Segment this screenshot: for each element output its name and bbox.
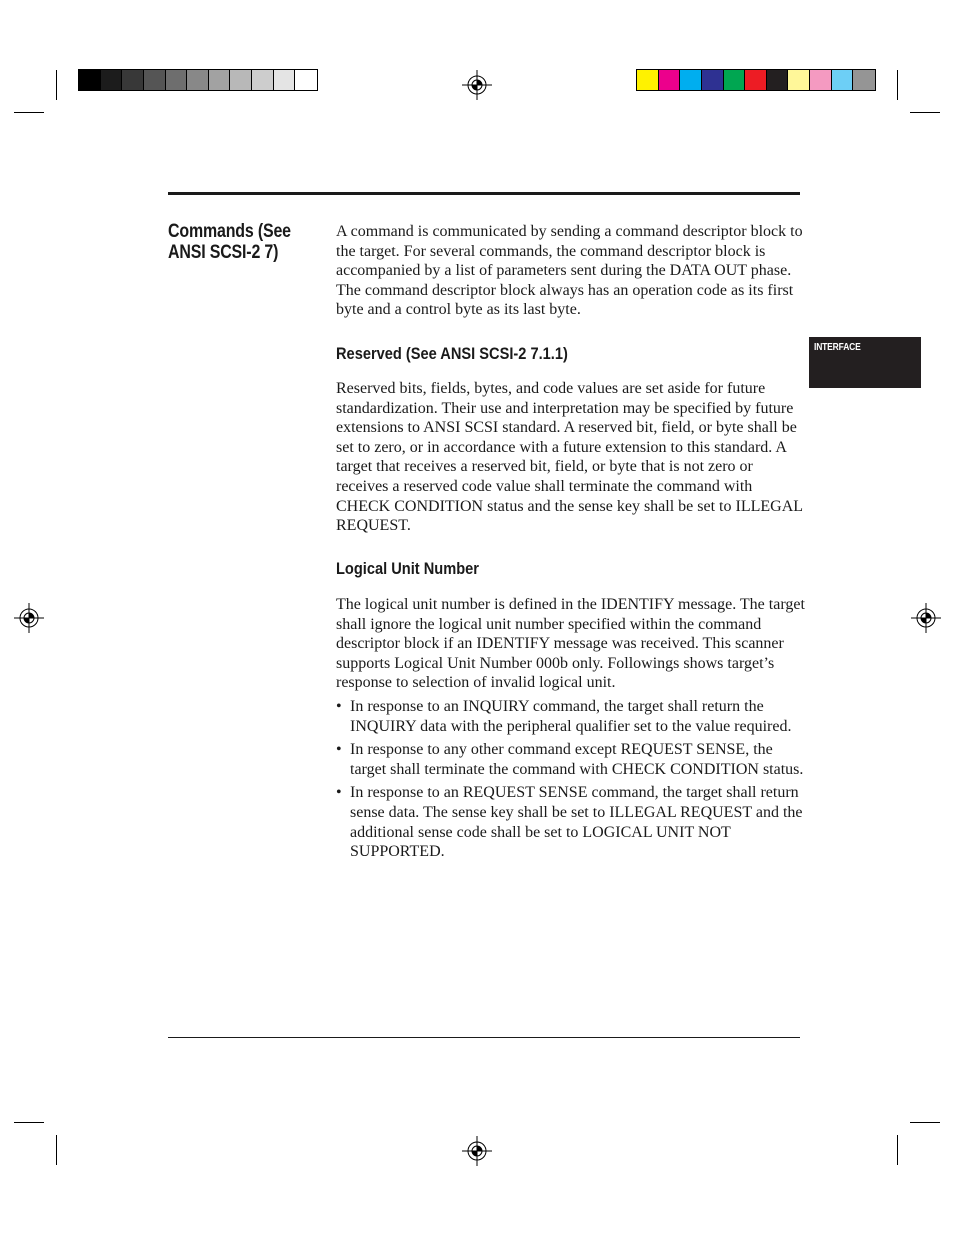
registration-mark-icon xyxy=(462,1136,492,1166)
lun-heading: Logical Unit Number xyxy=(336,559,479,578)
color-swatch xyxy=(144,70,166,90)
color-swatch xyxy=(702,70,724,90)
color-swatch xyxy=(788,70,810,90)
color-swatch xyxy=(680,70,702,90)
crop-mark xyxy=(56,70,57,100)
reserved-heading: Reserved (See ANSI SCSI-2 7.1.1) xyxy=(336,344,568,363)
color-swatch xyxy=(79,70,101,90)
color-swatch xyxy=(810,70,832,90)
registration-mark-icon xyxy=(462,70,492,100)
color-swatch xyxy=(853,70,875,90)
list-item: • In response to any other command except REQUEST SENSE, the target shall terminate the command with CHECK CONDITION status. xyxy=(336,740,806,779)
list-item: • In response to an INQUIRY command, the target shall return the INQUIRY data with the peripheral qualifier set to the value required. xyxy=(336,697,806,736)
color-swatch xyxy=(101,70,123,90)
color-swatch xyxy=(166,70,188,90)
reserved-body: Reserved bits, fields, bytes, and code values are set aside for future standardization. Their use and interpretation may be specified by future extensions to ANSI SCSI standard. A reserved bit, field, or byte shall be set to zero, or in accordance with a future extension to this standard. A target that receives a reserved bit, field, or byte that is not zero or receives a reserved code value shall terminate the command with CHECK CONDITION status and the sense key shall be set to ILLEGAL REQUEST. xyxy=(336,380,803,535)
grayscale-swatch-bar xyxy=(78,69,318,91)
color-swatch xyxy=(230,70,252,90)
color-swatch xyxy=(745,70,767,90)
color-swatch xyxy=(187,70,209,90)
color-swatch-bar xyxy=(636,69,876,91)
color-swatch xyxy=(637,70,659,90)
crop-mark xyxy=(56,1135,57,1165)
color-swatch xyxy=(252,70,274,90)
color-swatch xyxy=(767,70,789,90)
crop-mark xyxy=(910,112,940,113)
header-rule xyxy=(168,192,800,195)
lun-bullet-list xyxy=(336,697,806,866)
color-swatch xyxy=(832,70,854,90)
section-tab xyxy=(809,337,921,388)
crop-mark xyxy=(897,70,898,100)
color-swatch xyxy=(659,70,681,90)
section-tab-label: INTERFACE xyxy=(814,342,861,353)
color-swatch xyxy=(724,70,746,90)
list-item: • In response to an REQUEST SENSE command, the target shall return sense data. The sense key shall be set to ILLEGAL REQUEST and the additional sense code shall be set to LOGICAL UNIT NOT SUPPORTED. xyxy=(336,783,806,861)
section-intro: A command is communicated by sending a command descriptor block to the target. For several commands, the command descriptor block is accompanied by a list of parameters sent during the DATA OUT phase. The command descriptor block always has an operation code as its first byte and a control byte as its last byte. xyxy=(336,223,803,319)
color-swatch xyxy=(274,70,296,90)
section-title: Commands (See ANSI SCSI-2 7) xyxy=(168,221,291,263)
crop-mark xyxy=(14,112,44,113)
registration-mark-icon xyxy=(14,603,44,633)
crop-mark xyxy=(910,1122,940,1123)
footer-rule xyxy=(168,1037,800,1038)
lun-body: The logical unit number is defined in the IDENTIFY message. The target shall ignore the logical unit number specified within the command descriptor block if an IDENTIFY message was received. This scanner supports Logical Unit Number 000b only. Followings shows target’s response to selection of invalid logical unit. xyxy=(336,596,805,692)
color-swatch xyxy=(122,70,144,90)
crop-mark xyxy=(897,1135,898,1165)
color-swatch xyxy=(209,70,231,90)
crop-mark xyxy=(14,1122,44,1123)
registration-mark-icon xyxy=(911,603,941,633)
color-swatch xyxy=(295,70,317,90)
